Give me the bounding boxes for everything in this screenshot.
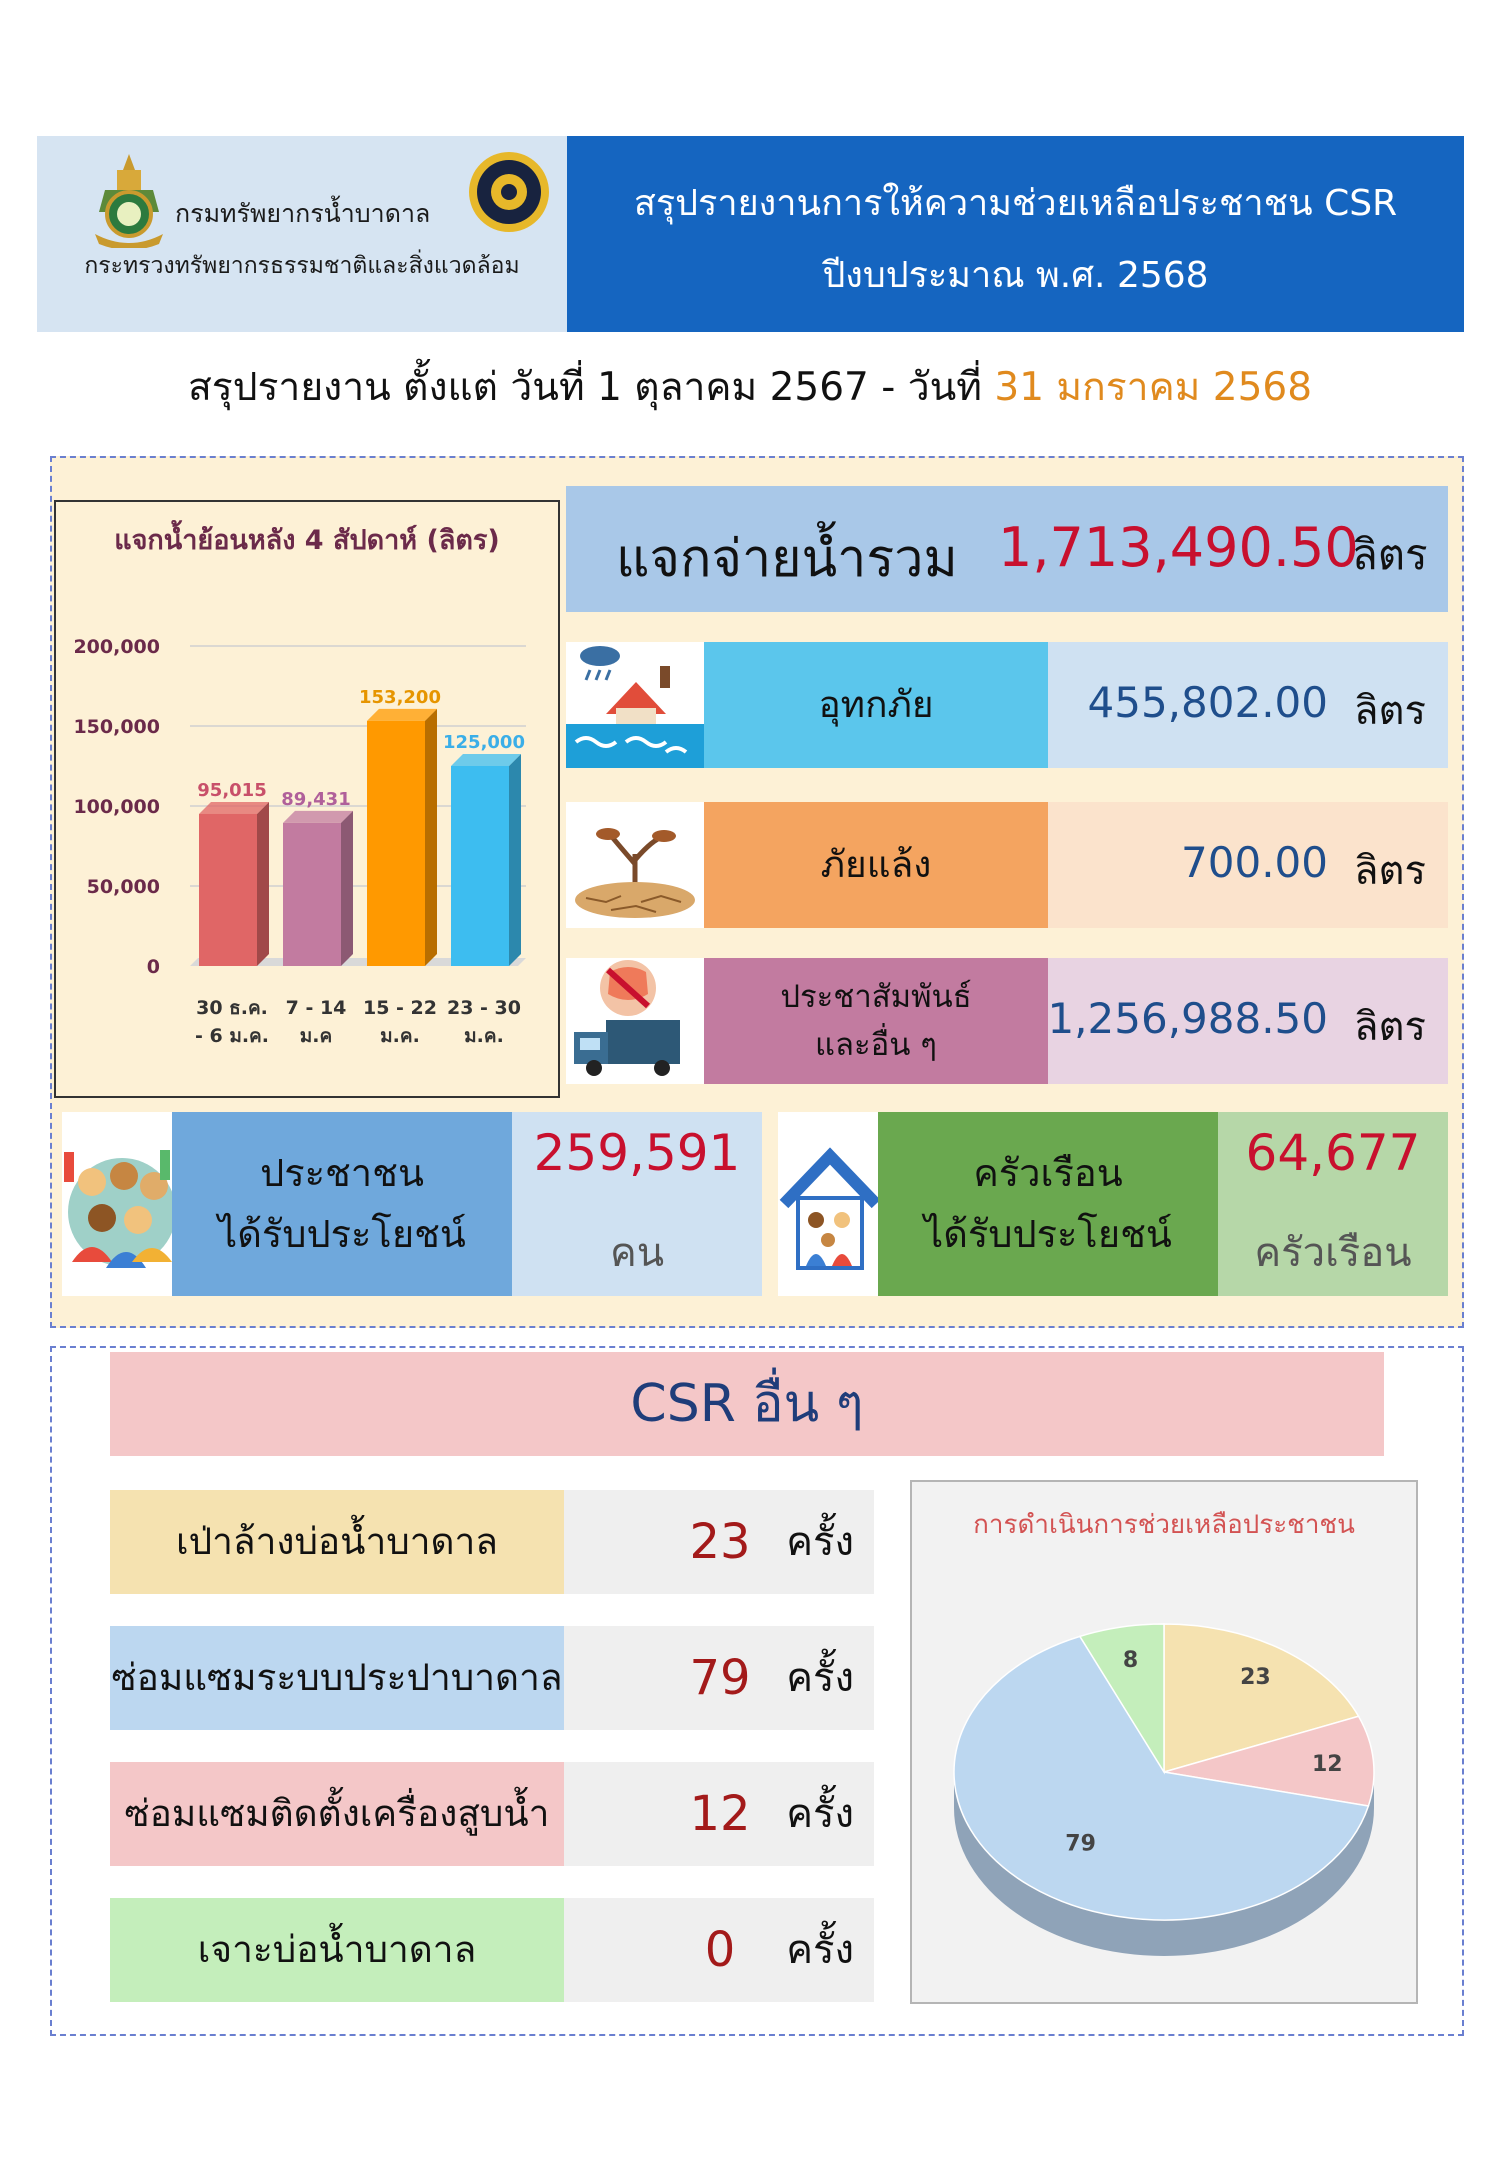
chart-x-tick-label: 30 ธ.ค. <box>196 997 268 1019</box>
flood-icon <box>566 642 704 768</box>
ministry-name: กระทรวงทรัพยากรธรรมชาติและสิ่งแวดล้อม <box>84 253 520 279</box>
total-water-label: แจกจ่ายน้ำรวม <box>616 529 958 589</box>
total-water-banner <box>566 486 1448 612</box>
chart-bar-top <box>199 802 269 814</box>
chart-bar <box>199 814 257 966</box>
pie-slice-label: 8 <box>1122 1648 1139 1674</box>
weekly-bar-chart <box>54 500 560 1098</box>
pie-chart-canvas <box>912 1482 1416 2002</box>
activity-row <box>110 1490 874 1594</box>
beneficiary-label-households <box>878 1112 1218 1296</box>
chart-y-tick-label: 100,000 <box>73 796 160 818</box>
category-value-number: 455,802.00 <box>1087 678 1328 727</box>
activity-row <box>110 1898 874 2002</box>
chart-bar <box>367 721 425 966</box>
report-title: สรุปรายงานการให้ความช่วยเหลือประชาชน CSR <box>633 183 1398 224</box>
chart-data-label: 153,200 <box>359 686 441 708</box>
activity-unit: ครั้ง <box>786 1791 854 1837</box>
bar-chart-canvas <box>56 502 558 1096</box>
chart-x-tick-label: ม.ค. <box>380 1025 420 1047</box>
chart-y-tick-label: 0 <box>146 956 160 978</box>
category-label-line2: และอื่น ๆ <box>815 1027 937 1063</box>
period-prefix: สรุปรายงาน ตั้งแต่ วันที่ 1 ตุลาคม 2567 - วันที่ <box>187 365 995 410</box>
activity-unit: ครั้ง <box>786 1519 854 1565</box>
chart-bar-top <box>283 811 353 823</box>
category-label-line1: ประชาสัมพันธ์ <box>780 978 972 1015</box>
chart-x-tick-label: - 6 ม.ค. <box>194 1025 270 1047</box>
chart-y-tick-label: 200,000 <box>73 636 160 658</box>
beneficiary-photo-cell <box>62 1112 172 1296</box>
header-logo-panel <box>37 136 567 332</box>
chart-bar-side <box>341 811 353 966</box>
beneficiary-label-people <box>172 1112 512 1296</box>
category-icon-cell <box>566 642 704 768</box>
beneficiary-label-line2: ได้รับประโยชน์ <box>218 1212 466 1256</box>
beneficiary-value-households <box>1218 1112 1448 1296</box>
ministry-seal-icon <box>467 150 551 234</box>
activity-label: เป่าล้างบ่อน้ำบาดาล <box>110 1490 564 1594</box>
category-value-flood <box>1048 642 1448 768</box>
beneficiary-label-line1: ประชาชน <box>260 1151 424 1196</box>
category-value-unit: ลิตร <box>1354 848 1426 894</box>
category-label-drought: ภัยแล้ง <box>704 802 1048 928</box>
chart-x-tick-label: ม.ค <box>299 1025 333 1047</box>
chart-y-tick-label: 150,000 <box>73 716 160 738</box>
department-name: กรมทรัพยากรน้ำบาดาล <box>175 199 431 228</box>
beneficiary-label-line2: ได้รับประโยชน์ <box>924 1212 1172 1256</box>
category-value-number: 700.00 <box>1181 838 1328 887</box>
chart-x-tick-label: 15 - 22 <box>363 997 437 1019</box>
chart-data-label: 89,431 <box>281 788 351 810</box>
chart-y-tick-label: 50,000 <box>86 876 160 898</box>
period-end-date: 31 มกราคม 2568 <box>994 365 1313 410</box>
pie-slice-label: 79 <box>1065 1831 1096 1857</box>
pie-slice-label: 23 <box>1240 1665 1271 1691</box>
beneficiary-card-households <box>778 1112 1448 1296</box>
chart-bar-side <box>257 802 269 966</box>
category-label-flood: อุทกภัย <box>704 642 1048 768</box>
beneficiary-card-people <box>62 1112 762 1296</box>
beneficiary-unit: ครัวเรือน <box>1254 1230 1412 1276</box>
beneficiary-count: 259,591 <box>533 1124 741 1182</box>
water-truck-icon <box>566 958 704 1084</box>
beneficiary-photo-cell <box>778 1112 878 1296</box>
chart-bar <box>451 766 509 966</box>
category-label-public-relations <box>704 958 1048 1084</box>
activity-label: ซ่อมแซมระบบประปาบาดาล <box>110 1626 564 1730</box>
activity-row <box>110 1626 874 1730</box>
category-value-unit: ลิตร <box>1354 688 1426 734</box>
chart-x-tick-label: 7 - 14 <box>285 997 347 1019</box>
beneficiary-value-people <box>512 1112 762 1296</box>
pie-slice-label: 12 <box>1311 1752 1343 1778</box>
pie-chart-title: การดำเนินการช่วยเหลือประชาชน <box>973 1510 1355 1540</box>
crowd-icon <box>62 1112 172 1296</box>
activity-unit: ครั้ง <box>786 1927 854 1973</box>
total-water-value: 1,713,490.50 <box>998 516 1359 579</box>
category-value-unit: ลิตร <box>1354 1004 1426 1050</box>
activity-count: 79 <box>689 1650 751 1706</box>
chart-data-label: 95,015 <box>197 779 267 801</box>
department-seal-icon <box>89 152 169 248</box>
beneficiary-label-line1: ครัวเรือน <box>973 1151 1123 1196</box>
category-icon-cell <box>566 958 704 1084</box>
category-row-public-relations <box>566 958 1448 1084</box>
chart-data-label: 125,000 <box>443 732 525 753</box>
header-title-panel <box>567 136 1464 332</box>
csr-banner: CSR อื่น ๆ <box>110 1352 1384 1456</box>
household-icon <box>778 1112 878 1296</box>
chart-bar <box>283 823 341 966</box>
category-row-drought <box>566 802 1448 928</box>
chart-x-tick-label: 23 - 30 <box>447 997 521 1019</box>
activity-count: 0 <box>704 1922 736 1978</box>
category-icon-cell <box>566 802 704 928</box>
activity-row <box>110 1762 874 1866</box>
total-water-unit: ลิตร <box>1352 530 1428 579</box>
chart-bar-side <box>425 709 437 966</box>
chart-bar-top <box>367 709 437 721</box>
assistance-pie-chart <box>910 1480 1418 2004</box>
category-value-drought <box>1048 802 1448 928</box>
activity-label: เจาะบ่อน้ำบาดาล <box>110 1898 564 2002</box>
category-value-public-relations <box>1048 958 1448 1084</box>
bar-chart-title: แจกน้ำย้อนหลัง 4 สัปดาห์ (ลิตร) <box>114 525 500 556</box>
activity-count: 12 <box>689 1786 751 1842</box>
fiscal-year: ปีงบประมาณ พ.ศ. 2568 <box>822 255 1209 296</box>
drought-icon <box>566 802 704 928</box>
chart-x-tick-label: ม.ค. <box>464 1025 504 1047</box>
beneficiary-unit: คน <box>609 1230 665 1276</box>
activity-count: 23 <box>689 1514 751 1570</box>
category-row-flood <box>566 642 1448 768</box>
report-period <box>0 356 1500 418</box>
chart-bar-side <box>509 754 521 966</box>
chart-bar-top <box>451 754 521 766</box>
activity-label: ซ่อมแซมติดตั้งเครื่องสูบน้ำ <box>110 1762 564 1866</box>
category-value-number: 1,256,988.50 <box>1047 994 1328 1043</box>
beneficiary-count: 64,677 <box>1245 1124 1421 1182</box>
activity-unit: ครั้ง <box>786 1655 854 1701</box>
